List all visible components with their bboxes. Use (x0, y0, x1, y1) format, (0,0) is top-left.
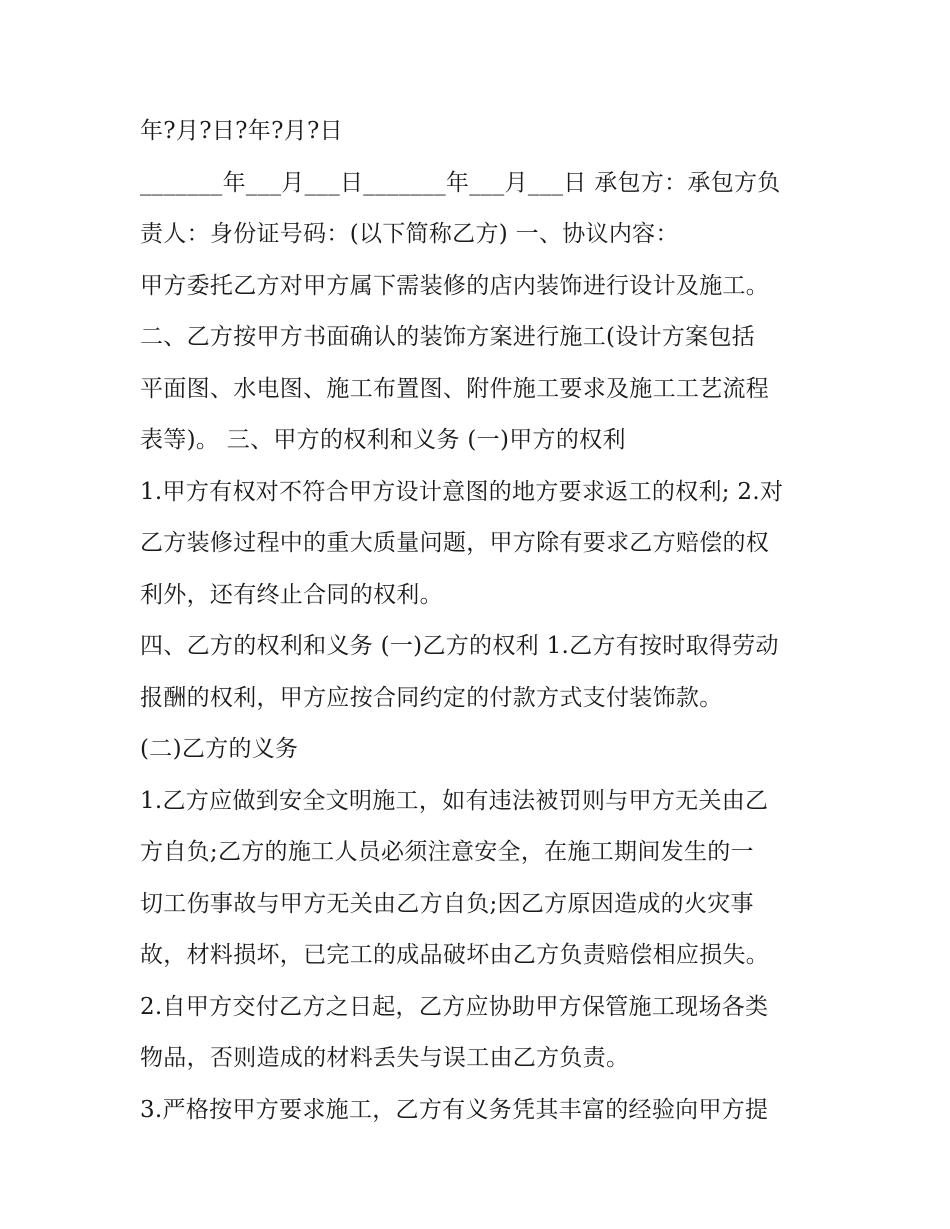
text-line: 2.自甲方交付乙方之日起，乙方应协助甲方保管施工现场各类 (140, 993, 769, 1020)
text-line: (二)乙方的义务 (140, 736, 299, 762)
text-line: 甲方委托乙方对甲方属下需装修的店内装饰进行设计及施工。 (140, 272, 770, 299)
text-line: 乙方装修过程中的重大质量问题，甲方除有要求乙方赔偿的权 (140, 530, 770, 556)
text-line: 责人：身份证号码：(以下简称乙方) 一、协议内容： (140, 221, 679, 247)
text-line: 二、乙方按甲方书面确认的装饰方案进行施工(设计方案包括 (140, 324, 756, 350)
text-line: 3.严格按甲方要求施工，乙方有义务凭其丰富的经验向甲方提 (140, 1096, 769, 1123)
text-line: 表等)。 三、甲方的权利和义务 (一)甲方的权利 (140, 427, 626, 453)
text-line: 1.甲方有权对不符合甲方设计意图的地方要求返工的权利; 2.对 (140, 478, 784, 505)
text-line-date-blanks: _______年___月___日_______年___月___日 承包方：承包方负 (140, 169, 781, 196)
text-line: 切工伤事故与甲方无关由乙方自负;因乙方原因造成的火灾事 (140, 890, 754, 917)
text-line: 1.乙方应做到安全文明施工，如有违法被罚则与甲方无关由乙 (140, 787, 769, 814)
text-line: 四、乙方的权利和义务 (一)乙方的权利 1.乙方有按时取得劳动 (140, 633, 779, 659)
text-line: 故，材料损坏，已完工的成品破坏由乙方负责赔偿相应损失。 (140, 942, 770, 968)
text-line: 物品，否则造成的材料丢失与误工由乙方负责。 (140, 1045, 630, 1071)
text-line: 平面图、水电图、施工布置图、附件施工要求及施工工艺流程 (140, 375, 770, 402)
text-line: 方自负;乙方的施工人员必须注意安全，在施工期间发生的一 (140, 839, 754, 865)
text-line-date-placeholders: 年?月?日?年?月?日 (140, 118, 343, 144)
text-line: 报酬的权利，甲方应按合同约定的付款方式支付装饰款。 (140, 684, 723, 711)
text-line: 利外，还有终止合同的权利。 (140, 581, 443, 608)
contract-text (140, 106, 820, 1136)
